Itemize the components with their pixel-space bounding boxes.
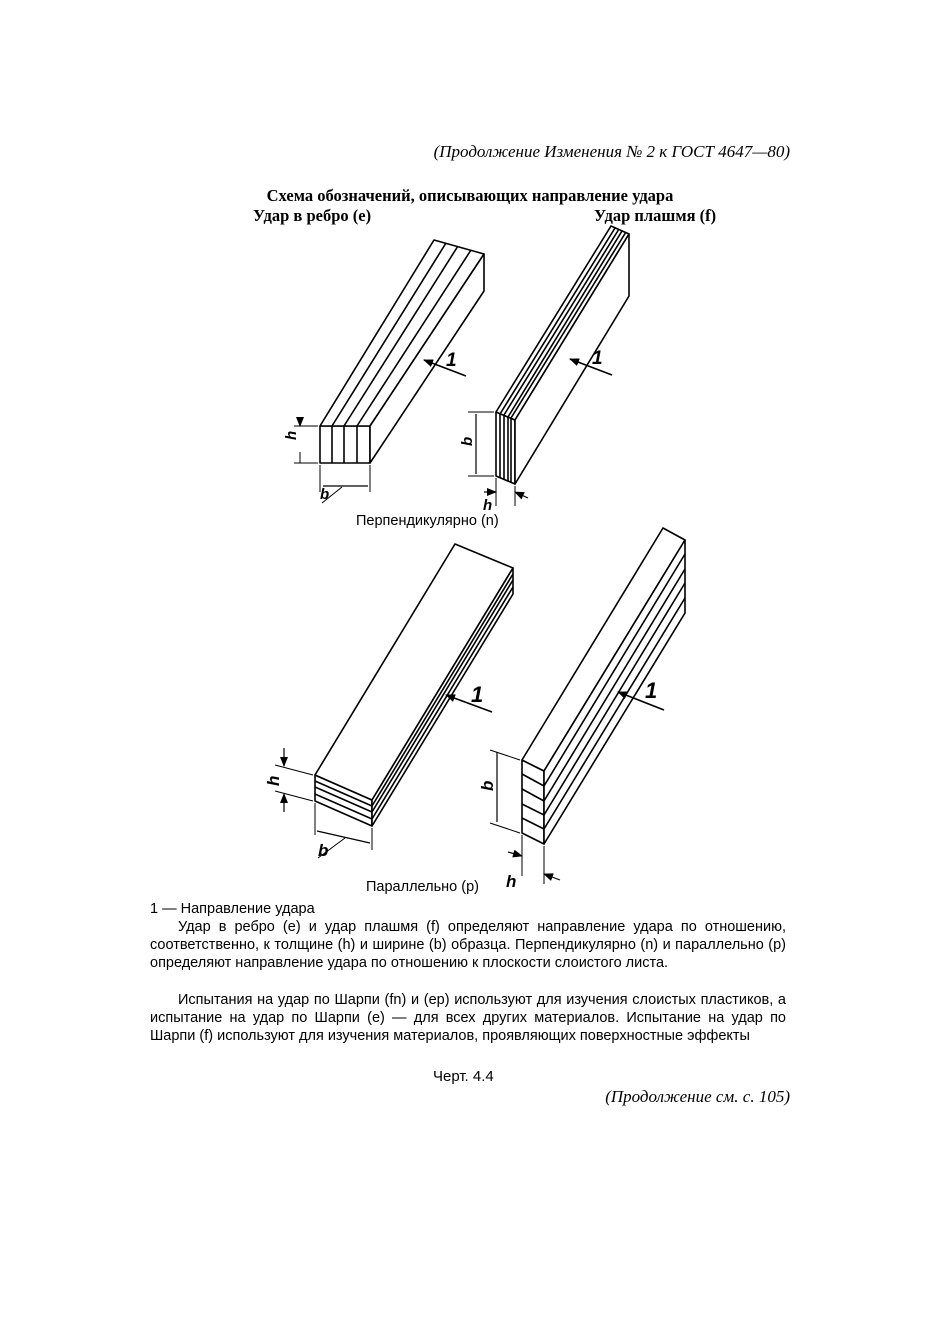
dim-b-label-1: b: [320, 486, 330, 503]
caption-parallel: Параллельно (p): [366, 879, 479, 895]
specimen-flat-perpendicular: [468, 226, 629, 506]
arrow-label-1b: 1: [592, 348, 603, 369]
subtitle-flat-impact: Удар плашмя (f): [594, 206, 717, 225]
paragraph-charpy-tests: Испытания на удар по Шарпи (fn) и (ep) используют для изучения слоистых пластиков, а испытание на удар по Шарпи (е) — для всех других материалов. Испытание на удар по Шарпи (f) используют для изучения материалов, проявляющих поверхностные эффекты: [150, 992, 786, 1044]
dim-h-label-2: h: [483, 497, 493, 514]
dim-h-label-3: h: [264, 775, 283, 786]
header-continuation: (Продолжение Изменения № 2 к ГОСТ 4647—80): [433, 142, 790, 161]
arrow-label-1a: 1: [446, 350, 457, 371]
scheme-title: Схема обозначений, описывающих направление удара: [266, 186, 674, 205]
dim-h-label-1: h: [283, 430, 300, 440]
paragraph-definitions: Удар в ребро (е) и удар плашмя (f) определяют направление удара по отношению, соответственно, к толщине (h) и ширине (b) образца. Перпендикулярно (n) и параллельно (p) определяют направление удара по отношению к плоскости слоистого листа.: [150, 919, 786, 971]
dim-h-label-4: h: [506, 872, 517, 891]
specimen-flat-parallel: [490, 528, 685, 884]
caption-perpendicular: Перпендикулярно (n): [356, 513, 499, 529]
arrow-label-1d: 1: [645, 678, 658, 703]
footer-continuation: (Продолжение см. с. 105): [605, 1087, 790, 1106]
legend-impact-direction: 1 — Направление удара: [150, 901, 315, 917]
subtitle-edge-impact: Удар в ребро (е): [253, 206, 372, 225]
specimen-edge-perpendicular: [294, 240, 484, 503]
figure-number: Черт. 4.4: [433, 1068, 494, 1085]
dim-b-label-2: b: [459, 436, 476, 446]
arrow-label-1c: 1: [471, 682, 484, 707]
dim-b-label-4: b: [478, 780, 497, 791]
dim-b-label-3: b: [318, 841, 329, 860]
